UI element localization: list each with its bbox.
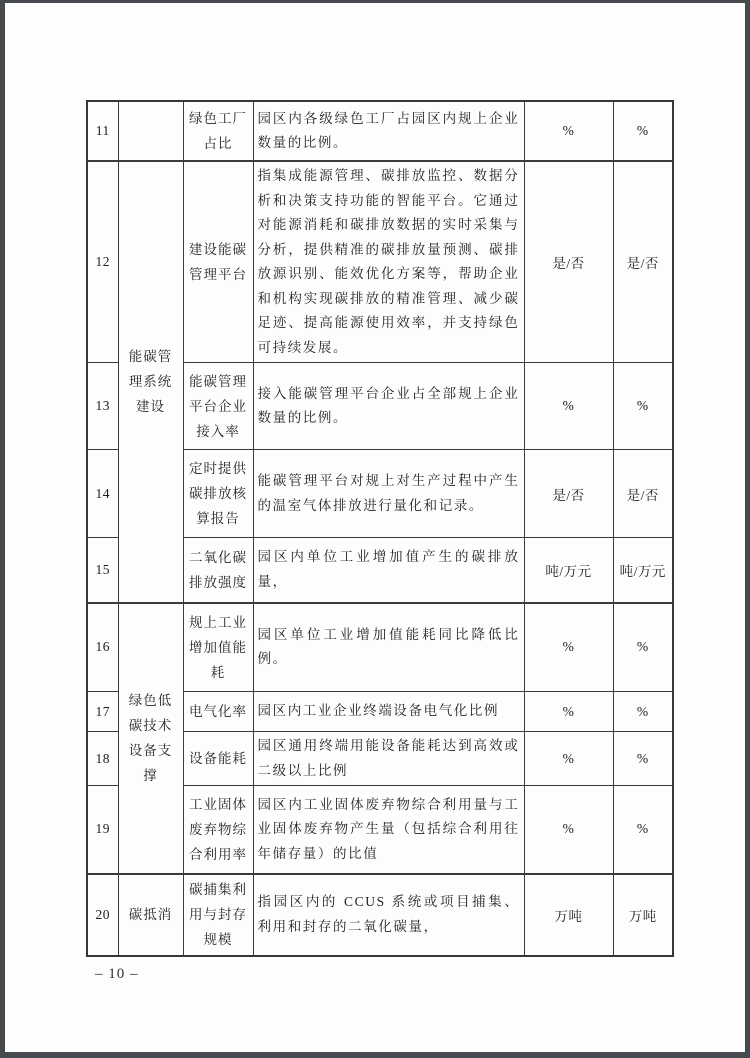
row-13-description: 接入能碳管理平台企业占全部规上企业数量的比例。 (253, 363, 524, 450)
row-15-num: 15 (87, 538, 118, 603)
row-20-description: 指园区内的 CCUS 系统或项目捕集、利用和封存的二氧化碳量， (253, 874, 524, 956)
row-13-num: 13 (87, 363, 118, 450)
indicator-table (86, 100, 674, 957)
row-12-unit-1: 是/否 (524, 161, 613, 363)
paper (5, 3, 745, 1052)
row-17-unit-1: % (524, 692, 613, 732)
row-19-description: 园区内工业固体废弃物综合利用量与工业固体废弃物产生量（包括综合利用往年储存量）的比值 (253, 786, 524, 874)
row-20-indicator: 碳捕集利用与封存规模 (183, 874, 253, 956)
row-16-num: 16 (87, 603, 118, 692)
row-14-num: 14 (87, 450, 118, 538)
row-17-description: 园区内工业企业终端设备电气化比例 (253, 692, 524, 732)
row-14-unit-2: 是/否 (613, 450, 673, 538)
row-15-description: 园区内单位工业增加值产生的碳排放量， (253, 538, 524, 603)
page-number: – 10 – (95, 966, 139, 982)
row-16-indicator: 规上工业增加值能耗 (183, 603, 253, 692)
row-14-unit-1: 是/否 (524, 450, 613, 538)
row-19-unit-2: % (613, 786, 673, 874)
row-14-description: 能碳管理平台对规上对生产过程中产生的温室气体排放进行量化和记录。 (253, 450, 524, 538)
row-11-category (118, 101, 183, 161)
row-11-unit-2: % (613, 101, 673, 161)
row-20-num: 20 (87, 874, 118, 956)
row-19-indicator: 工业固体废弃物综合利用率 (183, 786, 253, 874)
row-13-unit-1: % (524, 363, 613, 450)
row-14-indicator: 定时提供碳排放核算报告 (183, 450, 253, 538)
category-cell-carbon-offset: 碳抵消 (118, 874, 183, 956)
row-15-unit-2: 吨/万元 (613, 538, 673, 603)
category-cell-green-lowcarbon-tech: 绿色低碳技术设备支撑 (118, 603, 183, 874)
row-11-num: 11 (87, 101, 118, 161)
table-row (87, 603, 673, 692)
row-16-description: 园区单位工业增加值能耗同比降低比例。 (253, 603, 524, 692)
table-row (87, 101, 673, 161)
row-19-unit-1: % (524, 786, 613, 874)
row-17-num: 17 (87, 692, 118, 732)
row-12-unit-2: 是/否 (613, 161, 673, 363)
table-row (87, 161, 673, 363)
row-18-description: 园区通用终端用能设备能耗达到高效或二级以上比例 (253, 732, 524, 786)
row-13-indicator: 能碳管理平台企业接入率 (183, 363, 253, 450)
row-12-description: 指集成能源管理、碳排放监控、数据分析和决策支持功能的智能平台。它通过对能源消耗和碳排放数据的实时采集与分析，提供精准的碳排放量预测、碳排放源识别、能效优化方案等，帮助企业和机构实现碳排放的精准管理、减少碳足迹、提高能源使用效率，并支持绿色可持续发展。 (253, 161, 524, 363)
row-17-unit-2: % (613, 692, 673, 732)
row-15-unit-1: 吨/万元 (524, 538, 613, 603)
row-19-num: 19 (87, 786, 118, 874)
row-18-unit-2: % (613, 732, 673, 786)
row-12-indicator: 建设能碳管理平台 (183, 161, 253, 363)
row-11-unit-1: % (524, 101, 613, 161)
row-17-indicator: 电气化率 (183, 692, 253, 732)
row-18-indicator: 设备能耗 (183, 732, 253, 786)
row-20-unit-2: 万吨 (613, 874, 673, 956)
row-16-unit-2: % (613, 603, 673, 692)
row-16-unit-1: % (524, 603, 613, 692)
row-11-description: 园区内各级绿色工厂占园区内规上企业数量的比例。 (253, 101, 524, 161)
row-11-indicator: 绿色工厂占比 (183, 101, 253, 161)
category-cell-energy-carbon-mgmt: 能碳管理系统建设 (118, 161, 183, 603)
row-12-num: 12 (87, 161, 118, 363)
row-18-unit-1: % (524, 732, 613, 786)
row-18-num: 18 (87, 732, 118, 786)
row-13-unit-2: % (613, 363, 673, 450)
row-15-indicator: 二氧化碳排放强度 (183, 538, 253, 603)
table-row (87, 874, 673, 956)
row-20-unit-1: 万吨 (524, 874, 613, 956)
